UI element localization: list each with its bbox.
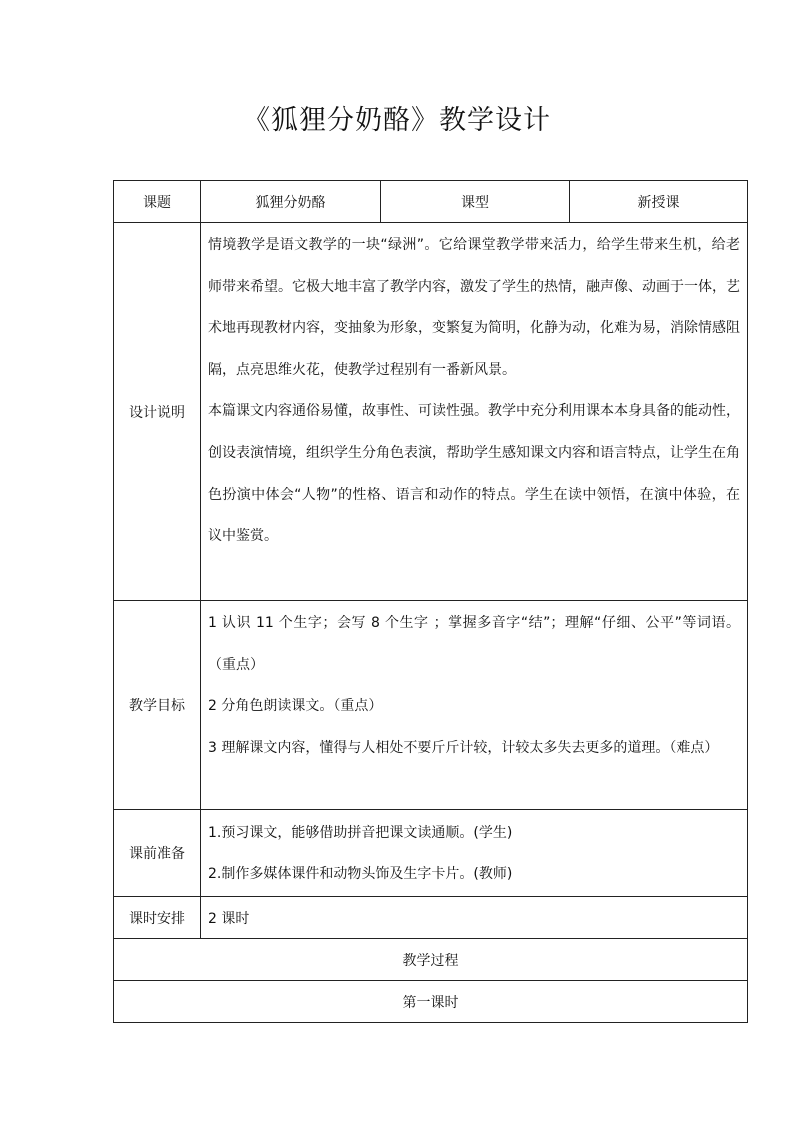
document-title: 《狐狸分奶酪》教学设计 (243, 105, 551, 136)
schedule-row (114, 897, 748, 939)
prep-label: 课前准备 (114, 810, 201, 897)
design-paragraph: 情境教学是语文教学的一块“绿洲”。它给课堂教学带来活力，给学生带来生机，给老师带来希望。它极大地丰富了教学内容，激发了学生的热情，融声像、动画于一体，艺术地再现教材内容，变抽象为形象，变繁复为简明，化静为动，化难为易，消除情感阻隔，点亮思维火花，使教学过程别有一番新风景。 (208, 237, 740, 378)
goals-row (114, 601, 748, 810)
prep-content (201, 810, 748, 897)
lesson-row (114, 981, 748, 1023)
topic-label: 课题 (114, 181, 201, 223)
header-row (114, 181, 748, 223)
prep-row (114, 810, 748, 897)
prep-item: 2.制作多媒体课件和动物头饰及生字卡片。(教师) (208, 866, 513, 882)
goal-item: 3 理解课文内容，懂得与人相处不要斤斤计较，计较太多失去更多的道理。（难点） (208, 739, 719, 756)
schedule-label: 课时安排 (114, 897, 201, 939)
process-heading: 教学过程 (114, 939, 748, 981)
goal-item: 1 认识 11 个生字；会写 8 个生字 ；掌握多音字“结”；理解“仔细、公平”等词语。（重点） (208, 615, 740, 673)
goals-label: 教学目标 (114, 601, 201, 810)
type-value: 新授课 (570, 181, 748, 223)
lesson-plan-table (113, 180, 748, 1023)
design-content (201, 223, 748, 601)
schedule-value: 2 课时 (201, 897, 748, 939)
design-paragraph: 本篇课文内容通俗易懂，故事性、可读性强。教学中充分利用课本本身具备的能动性，创设表演情境，组织学生分角色表演，帮助学生感知课文内容和语言特点，让学生在角色扮演中体会“人物”的性格、语言和动作的特点。学生在读中领悟，在演中体验，在议中鉴赏。 (208, 403, 740, 545)
design-label: 设计说明 (114, 223, 201, 601)
design-row (114, 223, 748, 601)
topic-value: 狐狸分奶酪 (201, 181, 381, 223)
goals-content (201, 601, 748, 810)
prep-item: 1.预习课文，能够借助拼音把课文读通顺。(学生) (208, 825, 513, 841)
goal-item: 2 分角色朗读课文。（重点） (208, 698, 383, 715)
process-row (114, 939, 748, 981)
type-label: 课型 (381, 181, 570, 223)
lesson-heading: 第一课时 (114, 981, 748, 1023)
